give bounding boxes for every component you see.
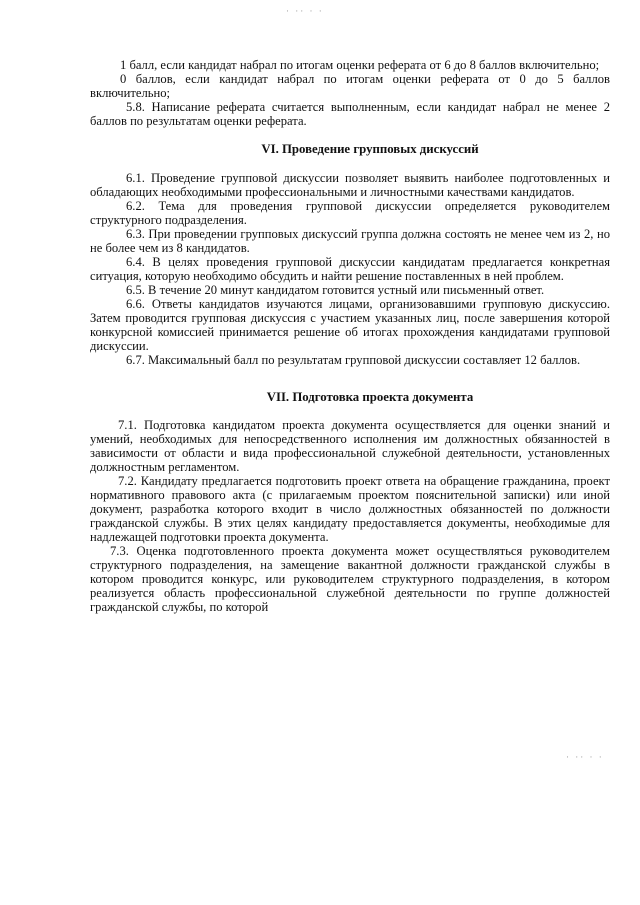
paragraph-6-1: 6.1. Проведение групповой дискуссии позволяет выявить наиболее подготовленных и обладающих необходимыми профессиональными и личностными качествами кандидатов. [90, 171, 610, 199]
document-page [90, 58, 610, 614]
scan-mark-top: · ·· · · [286, 6, 324, 16]
paragraph-6-2: 6.2. Тема для проведения групповой дискуссии определяется руководителем структурного подразделения. [90, 199, 610, 227]
paragraph-6-5: 6.5. В течение 20 минут кандидатом готовится устный или письменный ответ. [126, 283, 545, 297]
paragraph-7-1: 7.1. Подготовка кандидатом проекта документа осуществляется для оценки знаний и умений, необходимых для непосредственного исполнения им должностных обязанностей в зависимости от области и вида профессиональной служебной деятельности, установленных должностным регламентом. [90, 418, 610, 474]
paragraph-top-2: 0 баллов, если кандидат набрал по итогам оценки реферата от 0 до 5 баллов включительно; [90, 72, 610, 100]
paragraph-6-6: 6.6. Ответы кандидатов изучаются лицами, организовавшими групповую дискуссию. Затем проводится групповая дискуссия с участием указанных лиц, после завершения которой конкурсной комиссией принимается решение об итогах прохождения кандидатами групповой дискуссии. [90, 297, 610, 353]
paragraph-6-7: 6.7. Максимальный балл по результатам групповой дискуссии составляет 12 баллов. [126, 353, 581, 367]
scan-mark-bottom: · ·· · · [566, 752, 604, 762]
paragraph-6-4: 6.4. В целях проведения групповой дискуссии кандидатам предлагается конкретная ситуация, которую необходимо обсудить и найти решение поставленных в ней проблем. [90, 255, 610, 283]
paragraph-7-2: 7.2. Кандидату предлагается подготовить проект ответа на обращение гражданина, проект нормативного правового акта (с прилагаемым проектом пояснительной записки) или иной документ, разработка которого входит в число должностных обязанностей по должности гражданской службы. В этих целях кандидату предоставляется документы, необходимые для надлежащей подготовки проекта документа. [90, 474, 610, 544]
paragraph-top-1: 1 балл, если кандидат набрал по итогам оценки реферата от 6 до 8 баллов включительно; [120, 58, 600, 72]
paragraph-6-3: 6.3. При проведении групповых дискуссий группа должна состоять не менее чем из 2, но не более чем из 8 кандидатов. [90, 227, 610, 255]
section-6-title: VI. Проведение групповых дискуссий [261, 142, 479, 156]
section-7-title: VII. Подготовка проекта документа [266, 390, 474, 404]
paragraph-7-3: 7.3. Оценка подготовленного проекта документа может осуществляться руководителем структурного подразделения, на замещение вакантной должности гражданской службы в котором проводится конкурс, или руководителем структурного подразделения, в котором реализуется область профессиональной служебной деятельности по группе должностей гражданской службы, по которой [90, 544, 610, 614]
paragraph-5-8: 5.8. Написание реферата считается выполненным, если кандидат набрал не менее 2 баллов по результатам оценки реферата. [90, 100, 610, 128]
